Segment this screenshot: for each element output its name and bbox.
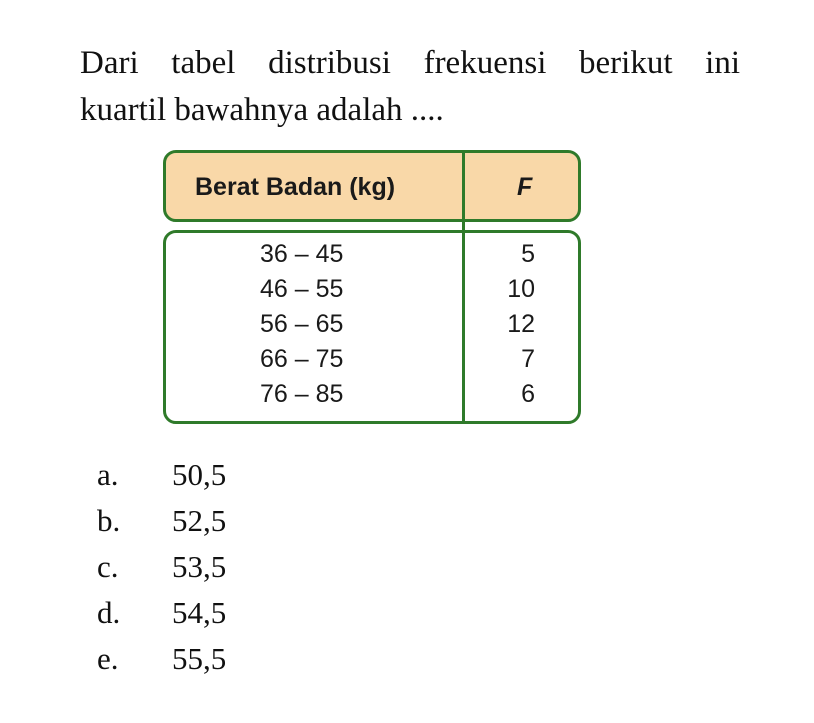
table-row <box>163 237 575 272</box>
option-letter: b. <box>97 503 121 538</box>
table-row <box>163 307 575 342</box>
option-letter: a. <box>97 457 119 492</box>
frequency-value: 7 <box>521 345 535 373</box>
weight-range: 76 – 85 <box>260 380 344 408</box>
weight-range: 46 – 55 <box>260 275 344 303</box>
weight-range: 66 – 75 <box>260 345 344 373</box>
option-letter: c. <box>97 549 119 584</box>
table-row <box>163 272 575 307</box>
header-frequency: F <box>517 173 533 201</box>
table-header-row <box>163 150 581 222</box>
header-weight: Berat Badan (kg) <box>195 173 396 201</box>
frequency-value: 5 <box>521 240 535 268</box>
weight-range: 56 – 65 <box>260 310 344 338</box>
frequency-value: 12 <box>507 310 535 338</box>
option-value: 55,5 <box>172 641 227 676</box>
table-row <box>163 342 575 377</box>
frequency-value: 6 <box>521 380 535 408</box>
option-letter: d. <box>97 595 121 630</box>
question-text <box>80 40 740 134</box>
option-value: 54,5 <box>172 595 227 630</box>
frequency-value: 10 <box>507 275 535 303</box>
option-value: 50,5 <box>172 457 227 492</box>
question-line-2: kuartil bawahnya adalah .... <box>80 92 444 128</box>
option-letter: e. <box>97 641 119 676</box>
option-value: 53,5 <box>172 549 227 584</box>
table-rows <box>163 237 575 412</box>
weight-range: 36 – 45 <box>260 240 344 268</box>
question-line-1: Dari tabel distribusi frekuensi berikut ini <box>80 45 740 81</box>
table-row <box>163 377 575 412</box>
option-value: 52,5 <box>172 503 227 538</box>
frequency-table <box>163 150 581 426</box>
